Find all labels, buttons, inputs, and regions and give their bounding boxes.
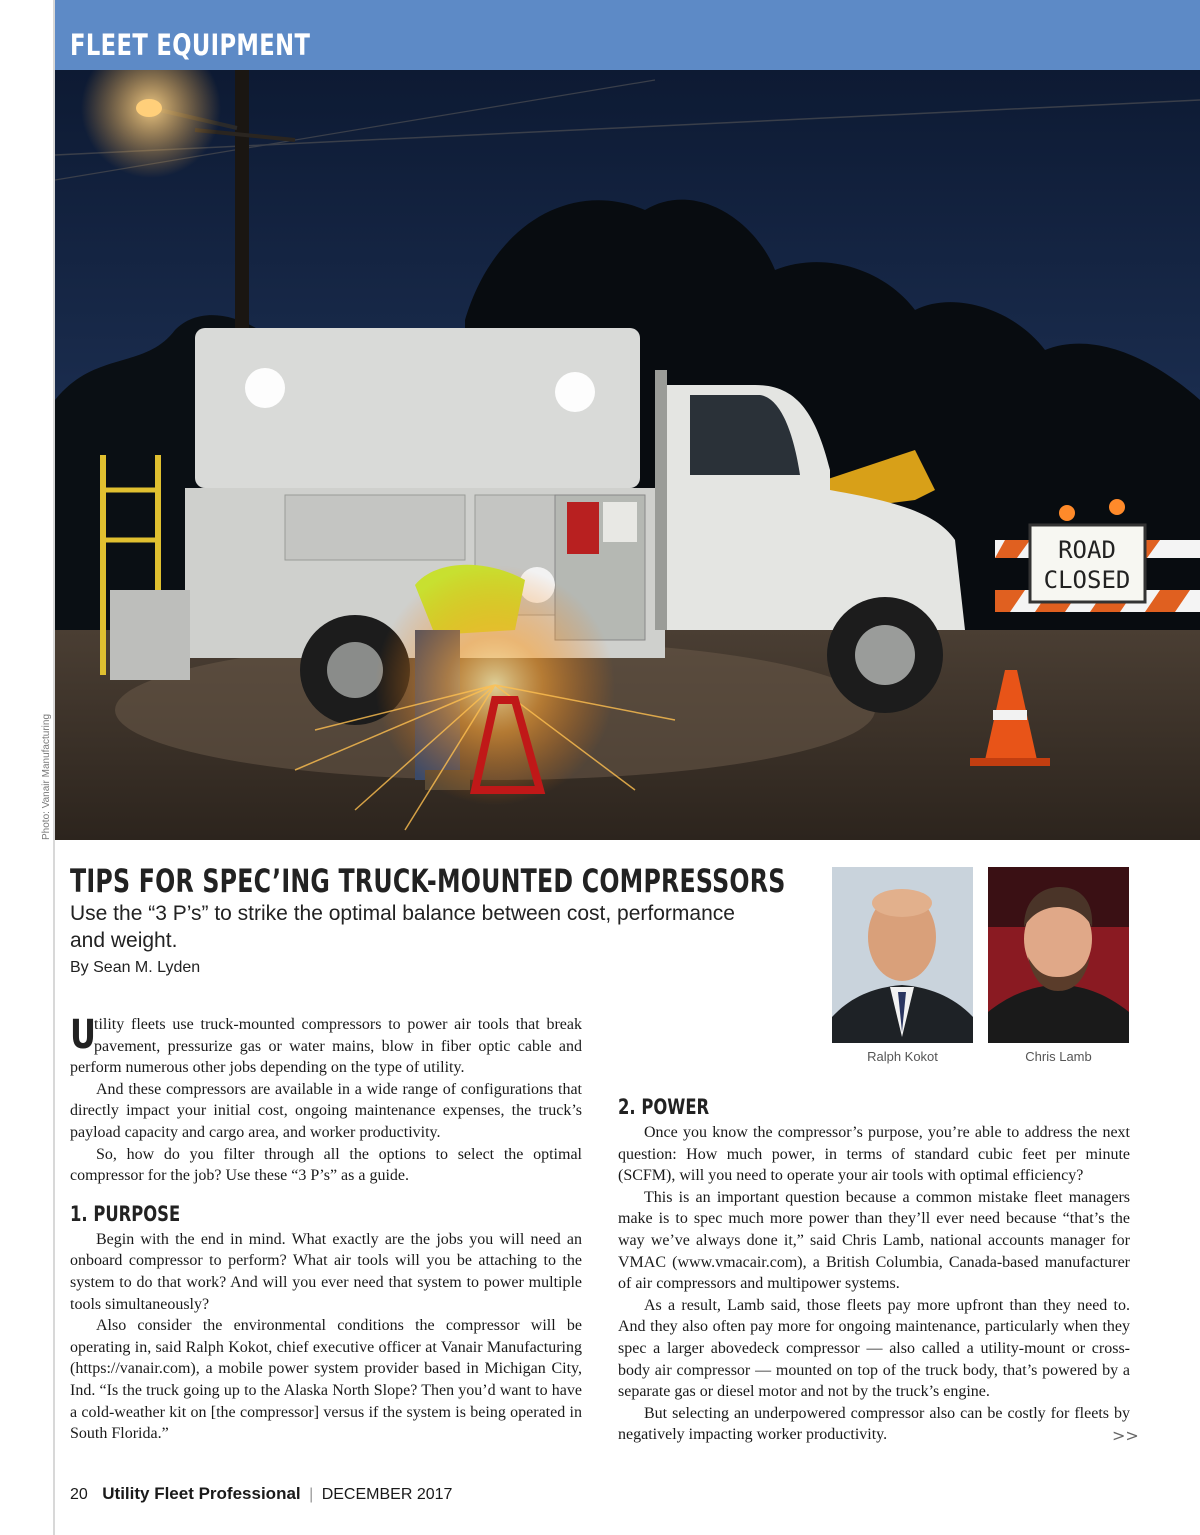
truck-night-scene-illustration bbox=[55, 70, 1200, 840]
intro-paragraph: So, how do you filter through all the options to select the optimal compressor for the job? Use these “3 P’s” as a guide. bbox=[70, 1145, 582, 1185]
article-column-right bbox=[618, 1080, 1130, 1446]
intro-paragraph: U tility fleets use truck-mounted compressors to power air tools that break pavement, pressurize gas or water mains, blow in fiber optic cable and perform numerous other jobs depending on the type of utility. bbox=[70, 1012, 582, 1077]
portrait-ralph-kokot bbox=[832, 867, 973, 1043]
photo-credit: Photo: Vanair Manufacturing bbox=[41, 713, 52, 840]
section-heading-purpose: 1. PURPOSE bbox=[70, 1201, 181, 1226]
page-footer bbox=[70, 1484, 452, 1504]
body-paragraph: This is an important question because a common mistake fleet managers make is to spec much more power than they’ll ever need because “that’s the way we’ve always done it,” said Chris Lamb, national accounts manager for VMAC (www.vmacair.com), a British Columbia, Canada-based manufacturer of air compressors and multipower systems. bbox=[618, 1188, 1130, 1293]
section-label: FLEET EQUIPMENT bbox=[70, 28, 311, 62]
svg-text:CLOSED: CLOSED bbox=[1043, 566, 1131, 594]
portrait-caption: Ralph Kokot bbox=[867, 1049, 938, 1064]
article-headline: TIPS FOR SPEC’ING TRUCK-MOUNTED COMPRESSORS bbox=[70, 862, 786, 900]
page-number: 20 bbox=[70, 1486, 88, 1503]
body-paragraph: Begin with the end in mind. What exactly are the jobs you will need an onboard compressor to perform? What air tools will you be attaching to the system to do that work? And will you ever need that system to power multiple tools simultaneously? bbox=[70, 1230, 582, 1313]
publication-name: Utility Fleet Professional bbox=[102, 1484, 301, 1503]
article-byline: By Sean M. Lyden bbox=[70, 959, 201, 976]
man-portrait-illustration bbox=[988, 867, 1129, 1043]
body-paragraph: But selecting an underpowered compressor also can be costly for fleets by negatively impacting worker productivity. bbox=[618, 1404, 1130, 1444]
body-paragraph: Also consider the environmental conditions the compressor will be operating in, said Ralph Kokot, chief executive officer at Vanair Manufacturing (https://vanair.com), a mobile power system provider based in Michigan City, Ind. “Is the truck going up to the Alaska North Slope? Then you’d want to have a cold-weather kit on [the compressor] versus if the system is being operated in South Florida.” bbox=[70, 1317, 582, 1443]
continued-marker: >> bbox=[1112, 1426, 1139, 1445]
body-paragraph: As a result, Lamb said, those fleets pay more upfront than they need to. And they also often pay more for ongoing maintenance, particularly when they spec a larger abovedeck compressor — also called a utility-mount or cross-body air compressor — mounted on top of the truck body, that’s powered by a separate gas or diesel motor and not by the truck’s engine. bbox=[618, 1296, 1130, 1401]
article-subhead: Use the “3 P’s” to strike the optimal balance between cost, performance and weight. bbox=[70, 902, 735, 952]
section-header-bar bbox=[55, 0, 1200, 70]
drop-cap: U bbox=[70, 1012, 96, 1058]
svg-text:ROAD: ROAD bbox=[1058, 536, 1116, 564]
portrait-chris-lamb bbox=[988, 867, 1129, 1043]
hero-photo bbox=[55, 70, 1200, 840]
section-heading-power: 2. POWER bbox=[618, 1095, 710, 1119]
article-column-left bbox=[70, 1014, 582, 1445]
body-paragraph: Once you know the compressor’s purpose, you’re able to address the next question: How much power, in terms of standard cubic feet per minute (SCFM), will you need to operate your air tools with optimal efficiency? bbox=[618, 1124, 1130, 1185]
issue-date: DECEMBER 2017 bbox=[321, 1486, 453, 1503]
man-portrait-illustration bbox=[832, 867, 973, 1043]
intro-paragraph: And these compressors are available in a wide range of configurations that directly impact your initial cost, ongoing maintenance expenses, the truck’s payload capacity and cargo area, and worker productivity. bbox=[70, 1080, 582, 1141]
footer-separator: | bbox=[309, 1486, 314, 1503]
portrait-caption: Chris Lamb bbox=[1025, 1049, 1092, 1064]
